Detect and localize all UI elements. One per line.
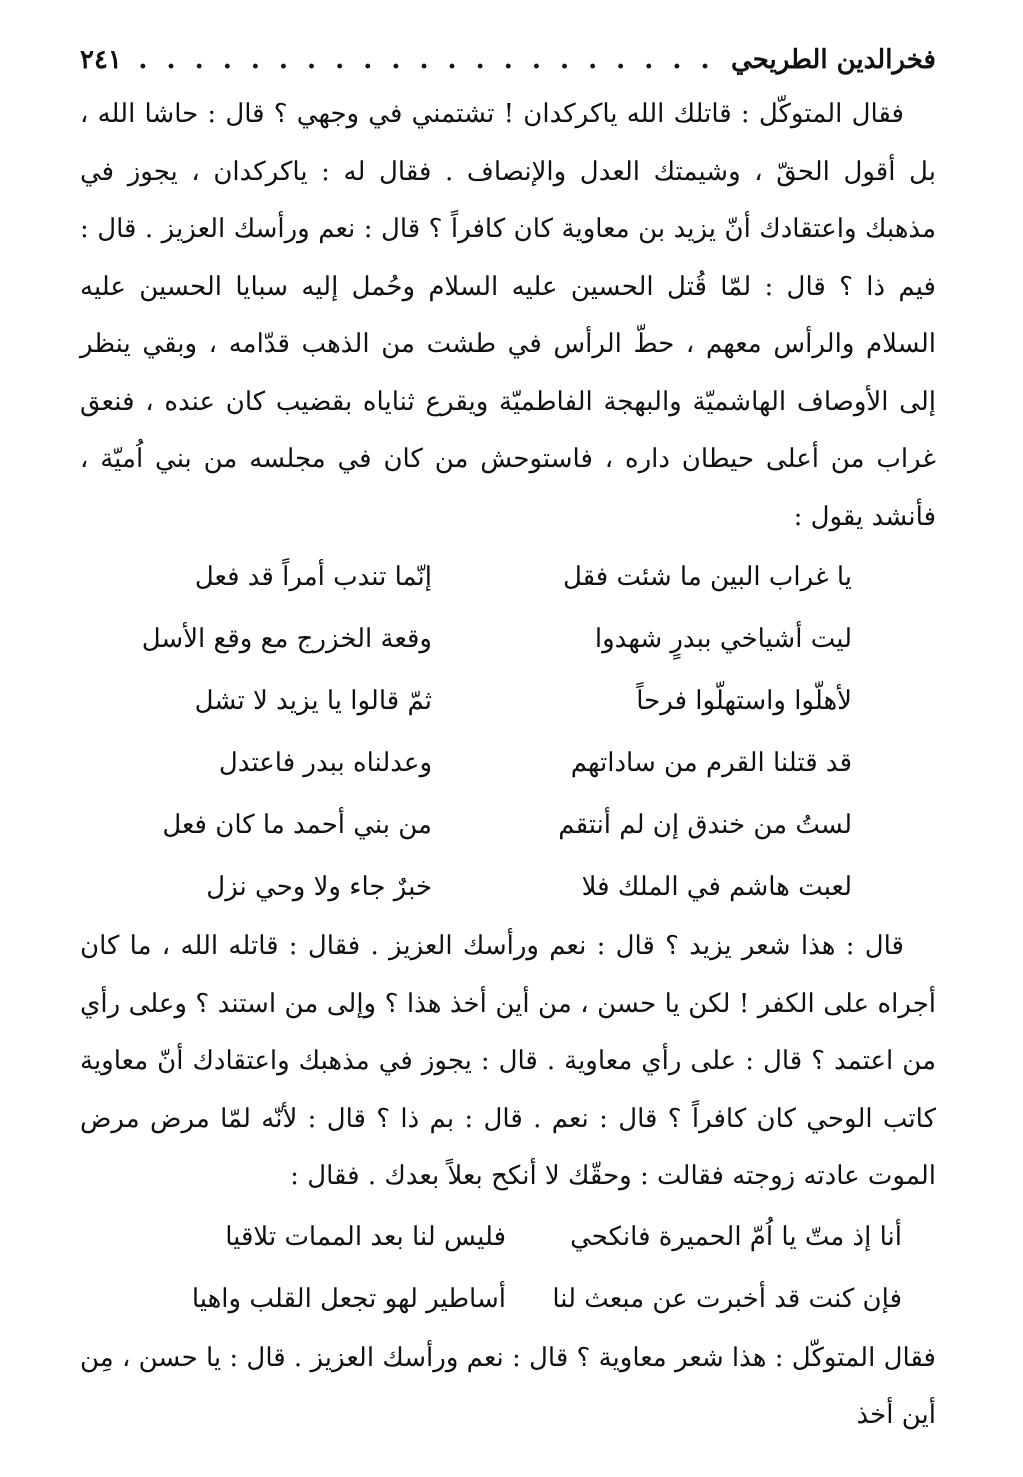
verse (80, 1206, 936, 1268)
header-leader-dots: . . . . . . . . . . . . . . . . . . . . . (138, 45, 715, 75)
poem-muawiya (80, 1206, 936, 1330)
verse (80, 856, 936, 918)
verse-second-hemistich: أساطير لهو تجعل القلب واهيا (191, 1283, 506, 1314)
verse-first-hemistich: قد قتلنا القرم من ساداتهم (570, 748, 852, 778)
verse-second-hemistich: من بني أحمد ما كان فعل (162, 810, 432, 840)
verse (80, 608, 936, 670)
verse (80, 1268, 936, 1330)
verse-second-hemistich: إنّما تندب أمراً قد فعل (194, 562, 432, 592)
verse-first-hemistich: يا غراب البين ما شئت فقل (562, 562, 852, 592)
page-header (80, 34, 936, 86)
verse-second-hemistich: وقعة الخزرج مع وقع الأسل (141, 624, 432, 654)
verse (80, 794, 936, 856)
verse-first-hemistich: لأهلّوا واستهلّوا فرحاً (636, 686, 852, 716)
paragraph-1: فقال المتوكّل : قاتلك الله ياكركدان ! تشتمني في وجهي ؟ قال : حاشا الله ، بل أقول الحقّ ، وشيمتك العدل والإنصاف . فقال له : ياكركدان ، يجوز في مذهبك واعتقادك أنّ يزيد بن معاوية كان كافراً ؟ قال : نعم ورأسك العزيز . قال : فيم ذا ؟ قال : لمّا قُتل الحسين عليه السلام وحُمل إليه سبايا الحسين عليه السلام والرأس معهم ، حطّ الرأس في طشت من الذهب قدّامه ، وبقي ينظر إلى الأوصاف الهاشميّة والبهجة الفاطميّة ويقرع ثناياه بقضيب كان عنده ، فنعق غراب من أعلى حيطان داره ، فاستوحش من كان في مجلسه من بني اُميّة ، فأنشد يقول : (80, 99, 936, 532)
paragraph-3: فقال المتوكّل : هذا شعر معاوية ؟ قال : نعم ورأسك العزيز . قال : يا حسن ، مِن أين أخذ (80, 1342, 936, 1430)
page-number: ٢٤١ (80, 45, 122, 75)
verse (80, 546, 936, 608)
paragraph-2: قال : هذا شعر يزيد ؟ قال : نعم ورأسك العزيز . فقال : قاتله الله ، ما كان أجراه على الكفر ! لكن يا حسن ، من أين أخذ هذا ؟ وإلى من استند ؟ وعلى رأي من اعتمد ؟ قال : على رأي معاوية . قال : يجوز في مذهبك واعتقادك أنّ معاوية كاتب الوحي كان كافراً ؟ قال : نعم . قال : بم ذا ؟ قال : لأنّه لمّا مرض مرض الموت عادته زوجته فقالت : وحقّك لا أنكح بعلاً بعدك . فقال : (80, 931, 936, 1191)
verse-first-hemistich: لعبت هاشم في الملك فلا (581, 872, 852, 902)
verse-first-hemistich: فإن كنت قد أخبرت عن مبعث لنا (552, 1283, 902, 1314)
verse-second-hemistich: فليس لنا بعد الممات تلاقيا (225, 1221, 506, 1252)
verse (80, 732, 936, 794)
verse-second-hemistich: خبرٌ جاء ولا وحي نزل (206, 872, 432, 902)
poem-yazid (80, 546, 936, 918)
book-page (80, 34, 936, 1446)
verse (80, 670, 936, 732)
verse-first-hemistich: لستُ من خندق إن لم أنتقم (558, 810, 852, 840)
verse-second-hemistich: ثمّ قالوا يا يزيد لا تشل (194, 686, 432, 716)
verse-first-hemistich: أنا إذ متّ يا اُمّ الحميرة فانكحي (570, 1221, 902, 1252)
verse-second-hemistich: وعدلناه ببدر فاعتدل (218, 748, 432, 778)
verse-first-hemistich: ليت أشياخي ببدرٍ شهدوا (594, 624, 852, 654)
running-title: فخرالدين الطريحي (731, 45, 936, 75)
